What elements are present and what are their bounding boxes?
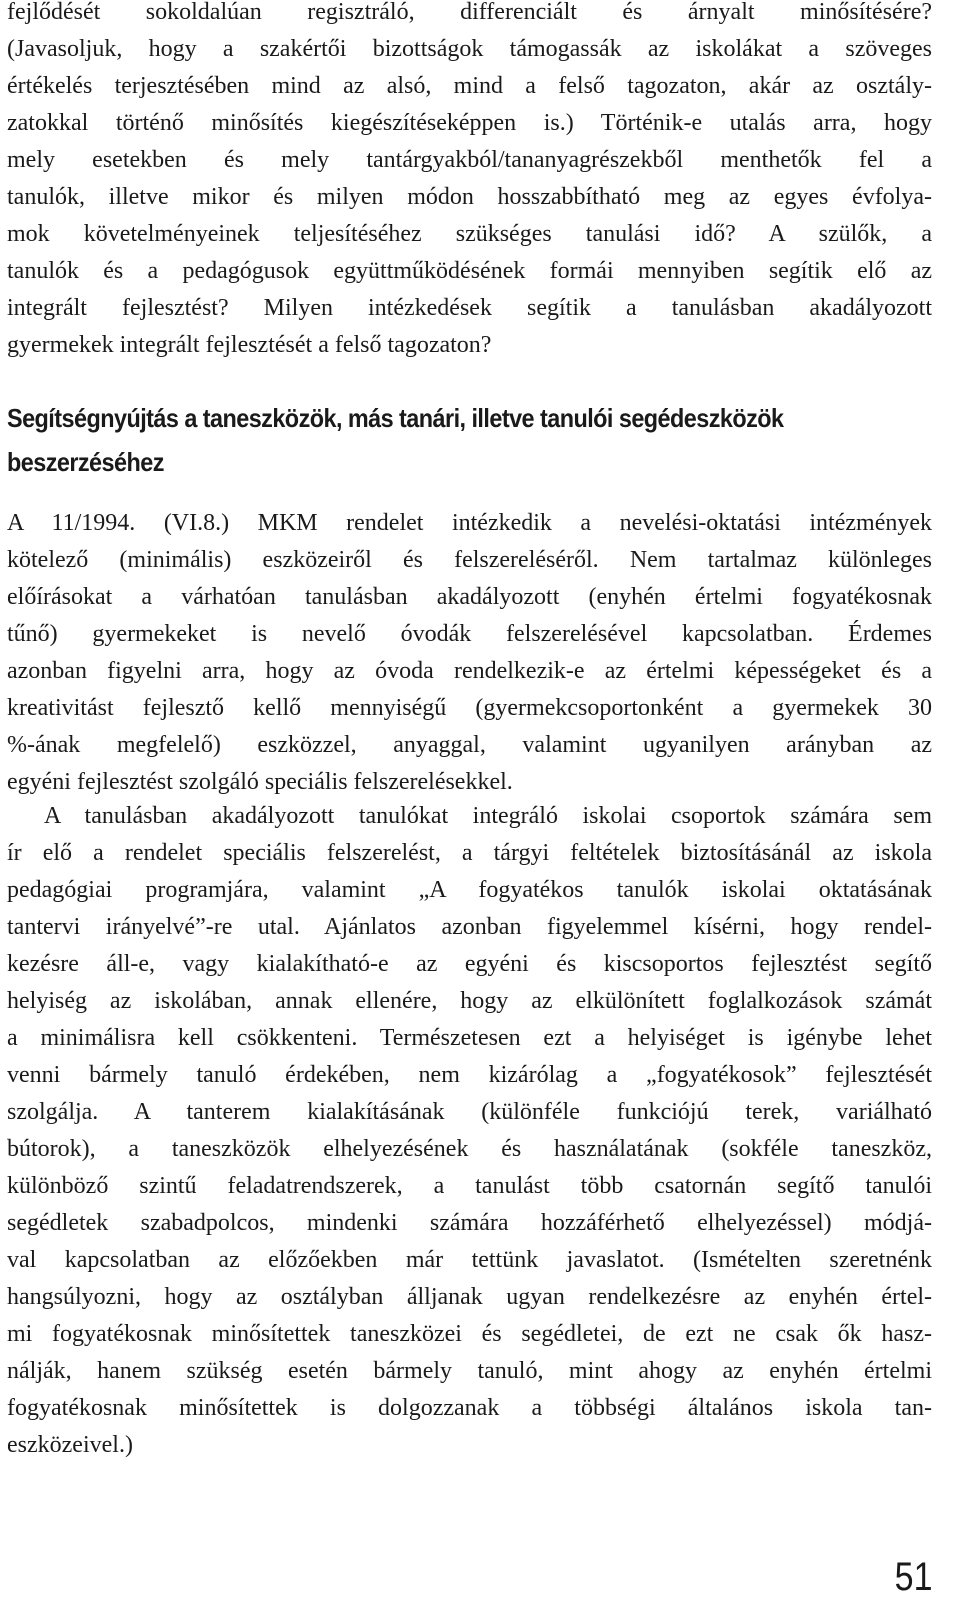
text-line: hangsúlyozni, hogy az osztályban álljanak ugyan rendelkezésre az enyhén értel- (7, 1284, 932, 1310)
text-line: előírásokat a várhatóan tanulásban akadályozott (enyhén értelmi fogyatékosnak (7, 584, 932, 610)
text-line: (Javasoljuk, hogy a szakértői bizottságok támogassák az iskolákat a szöveges (7, 36, 932, 62)
text-line: A 11/1994. (VI.8.) MKM rendelet intézkedik a nevelési-oktatási intézmények (7, 510, 932, 536)
text-line: ír elő a rendelet speciális felszerelést, a tárgyi feltételek biztosításánál az iskola (7, 840, 932, 866)
text-line: segédletek szabadpolcos, mindenki számára hozzáférhető elhelyezéssel) módjá- (7, 1210, 932, 1236)
text-line: mely esetekben és mely tantárgyakból/tananyagrészekből menthetők fel a (7, 147, 932, 173)
text-line: zatokkal történő minősítés kiegészítéseképpen is.) Történik-e utalás arra, hogy (7, 110, 932, 136)
text-line: fogyatékosnak minősítettek is dolgozzanak a többségi általános iskola tan- (7, 1395, 932, 1421)
text-line: nálják, hanem szükség esetén bármely tanuló, mint ahogy az enyhén értelmi (7, 1358, 932, 1384)
text-line: egyéni fejlesztést szolgáló speciális felszerelésekkel. (7, 769, 513, 795)
section-heading-line: Segítségnyújtás a taneszközök, más tanári, illetve tanulói segédeszközök (7, 403, 784, 433)
text-line: fejlődését sokoldalúan regisztráló, differenciált és árnyalt minősítésére? (7, 0, 932, 25)
text-line: tűnő) gyermekeket is nevelő óvodák felszerelésével kapcsolatban. Érdemes (7, 621, 932, 647)
text-line: kötelező (minimális) eszközeiről és felszereléséről. Nem tartalmaz különleges (7, 547, 932, 573)
text-line: mi fogyatékosnak minősítettek taneszközei és segédletei, de ezt ne csak ők hasz- (7, 1321, 932, 1347)
text-line: A tanulásban akadályozott tanulókat integráló iskolai csoportok számára sem (44, 803, 932, 829)
text-line: a minimálisra kell csökkenteni. Természetesen ezt a helyiséget is igénybe lehet (7, 1025, 932, 1051)
text-line: kezésre áll-e, vagy kialakítható-e az egyéni és kiscsoportos fejlesztést segítő (7, 951, 932, 977)
text-line: mok követelményeinek teljesítéséhez szükséges tanulási idő? A szülők, a (7, 221, 932, 247)
text-line: val kapcsolatban az előzőekben már tettünk javaslatot. (Ismételten szeretnénk (7, 1247, 932, 1273)
text-line: %-ának megfelelő) eszközzel, anyaggal, valamint ugyanilyen arányban az (7, 732, 932, 758)
section-heading-line: beszerzéséhez (7, 447, 164, 477)
text-line: gyermekek integrált fejlesztését a felső tagozaton? (7, 332, 492, 358)
text-line: bútorok), a taneszközök elhelyezésének és használatának (sokféle taneszköz, (7, 1136, 932, 1162)
text-line: helyiség az iskolában, annak ellenére, hogy az elkülönített foglalkozások számát (7, 988, 932, 1014)
text-line: tanulók és a pedagógusok együttműködésének formái mennyiben segítik elő az (7, 258, 932, 284)
page-number: 51 (894, 1555, 932, 1599)
text-line: eszközeivel.) (7, 1432, 133, 1458)
text-line: kreativitást fejlesztő kellő mennyiségű (gyermekcsoportonként a gyermekek 30 (7, 695, 932, 721)
text-line: tantervi irányelvé”-re utal. Ajánlatos azonban figyelemmel kísérni, hogy rendel- (7, 914, 932, 940)
text-line: szolgálja. A tanterem kialakításának (különféle funkciójú terek, variálható (7, 1099, 932, 1125)
text-line: értékelés terjesztésében mind az alsó, mind a felső tagozaton, akár az osztály- (7, 73, 932, 99)
text-line: venni bármely tanuló érdekében, nem kizárólag a „fogyatékosok” fejlesztését (7, 1062, 932, 1088)
text-line: tanulók, illetve mikor és milyen módon hosszabbítható meg az egyes évfolya- (7, 184, 932, 210)
text-line: azonban figyelni arra, hogy az óvoda rendelkezik-e az értelmi képességeket és a (7, 658, 932, 684)
text-line: pedagógiai programjára, valamint „A fogyatékos tanulók iskolai oktatásának (7, 877, 932, 903)
text-line: különböző szintű feladatrendszerek, a tanulást több csatornán segítő tanulói (7, 1173, 932, 1199)
text-line: integrált fejlesztést? Milyen intézkedések segítik a tanulásban akadályozott (7, 295, 932, 321)
